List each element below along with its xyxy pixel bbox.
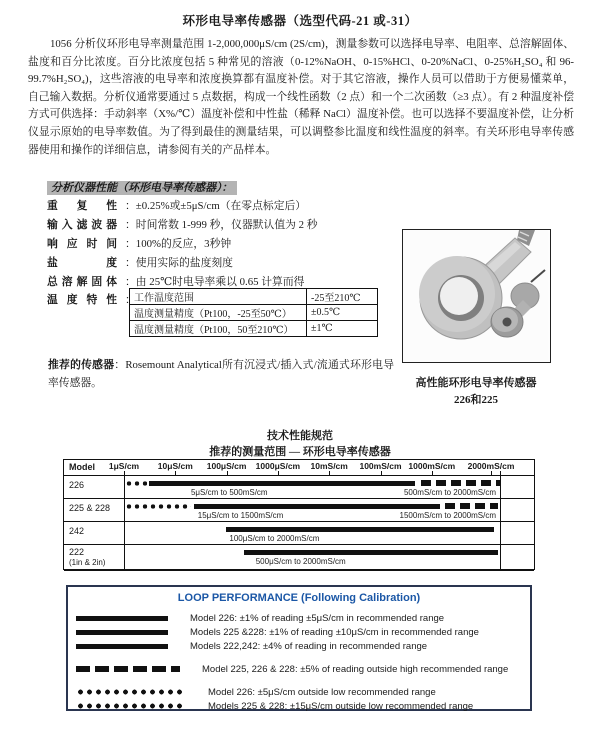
chart-model-header: Model: [69, 462, 95, 472]
chart-row: [64, 476, 534, 499]
legend-row: [76, 625, 530, 639]
temp-value-cell: ±1℃: [307, 321, 378, 337]
recommended-sensors: [48, 356, 394, 392]
legend-text: Models 222,242: ±4% of reading in recommended range: [190, 640, 428, 652]
temp-item-cell: 温度测量精度（Pt100，-25至50℃）: [130, 305, 307, 321]
legend-text: Models 225 & 228: ±15μS/cm outside low recommended range: [208, 700, 474, 712]
spec-value: ：: [125, 294, 136, 307]
chart-model-label: 225 & 228: [69, 503, 111, 513]
chart-scale-tick: [329, 471, 330, 475]
spec-value: ：时间常数 1-999 秒，仪器默认值为 2 秒: [125, 218, 318, 231]
chart-subtitle: 推荐的测量范围 — 环形电导率传感器: [209, 446, 391, 458]
spec-row: [47, 235, 399, 254]
legend-row: [76, 639, 530, 653]
chart-row: [64, 522, 534, 545]
photo-caption-line2: 226和225: [454, 394, 498, 406]
chart-row: [64, 499, 534, 522]
photo-caption-line1: 高性能环形电导率传感器: [415, 377, 537, 389]
chart-scale-label: 100mS/cm: [359, 461, 402, 471]
spec-row: [47, 197, 399, 216]
chart-scale-tick: [381, 471, 382, 475]
chart-scale-tick: [278, 471, 279, 475]
legend-text: Models 225 &228: ±1% of reading ±10μS/cm in recommended range: [190, 626, 479, 638]
legend-marker-solid: [76, 630, 168, 635]
temperature-table: [129, 288, 378, 337]
spec-value: ：±0.25%或±5μS/cm（在零点标定后）: [125, 200, 307, 212]
chart-title: 技术性能规范: [267, 430, 333, 442]
range-segment-solid: [226, 527, 494, 532]
legend-marker-solid: [76, 644, 168, 649]
legend-row: [76, 611, 530, 625]
legend-text: Model 225, 226 & 228: ±5% of reading outside high recommended range: [202, 663, 509, 675]
range-segment-solid: [244, 550, 498, 555]
legend-text: Model 226: ±5μS/cm outside low recommended range: [208, 686, 436, 698]
range-segment-dashed: [421, 480, 500, 486]
spec-label: 重 复 性: [47, 200, 117, 212]
legend-marker-dashed: [76, 666, 180, 672]
chart-scale-label: 10μS/cm: [157, 461, 193, 471]
legend-text: Model 226: ±1% of reading ±5μS/cm in recommended range: [190, 612, 445, 624]
spec-label: 输入滤波器: [47, 218, 117, 231]
range-label-right: 500mS/cm to 2000mS/cm: [403, 488, 496, 497]
range-segment-dotted: [125, 480, 147, 487]
chart-scale-label: 100μS/cm: [206, 461, 247, 471]
chart-right-axis-line: [500, 471, 501, 569]
chart-scale-label: 1000μS/cm: [255, 461, 301, 471]
temp-table-row: [130, 321, 378, 337]
legend-row: [76, 699, 530, 713]
spec-label: 温度特性: [47, 294, 117, 307]
spec-label: 盐 度: [47, 256, 117, 269]
chart-model-label: 222 (1in & 2in): [69, 547, 106, 567]
spec-value: ：100%的反应，3秒钟: [125, 237, 232, 250]
chart-scale-tick: [175, 471, 176, 475]
range-segment-solid: [149, 481, 416, 486]
temp-table-row: [130, 289, 378, 305]
loop-legend: [68, 611, 530, 713]
range-segment-dotted: [125, 503, 191, 510]
range-segment-solid: [194, 504, 440, 509]
loop-performance-box: [66, 585, 532, 711]
chart-scale-tick: [227, 471, 228, 475]
temp-table-row: [130, 305, 378, 321]
spec-value: ：由 25℃时电导率乘以 0.65 计算而得: [125, 275, 305, 288]
chart-model-label: 242: [69, 526, 85, 536]
chart-left-axis-line: [124, 471, 125, 569]
performance-heading: 分析仪器性能（环形电导率传感器）：: [47, 181, 237, 195]
chart-scale-tick: [491, 471, 492, 475]
range-label: 100μS/cm to 2000mS/cm: [229, 534, 320, 543]
spec-label: 总溶解固体: [47, 275, 117, 288]
legend-marker-dotted: [76, 688, 186, 696]
chart-scale-label: 2000mS/cm: [467, 461, 515, 471]
chart-scale-label: 10mS/cm: [310, 461, 348, 471]
range-label-right: 1500mS/cm to 2000mS/cm: [399, 511, 496, 520]
sensor-photo: [402, 229, 551, 363]
spec-value: ：使用实际的盐度刻度: [125, 256, 233, 269]
temp-value-cell: ±0.5℃: [307, 305, 378, 321]
temp-item-cell: 工作温度范围: [130, 289, 307, 305]
chart-scale-tick: [432, 471, 433, 475]
spec-row: [47, 216, 399, 235]
legend-marker-solid: [76, 616, 168, 621]
toroidal-sensor-illustration: [403, 230, 548, 360]
chart-header-row: [64, 460, 534, 476]
range-chart: [63, 459, 535, 570]
chart-model-label: 226: [69, 480, 85, 490]
range-label: 15μS/cm to 1500mS/cm: [197, 511, 284, 520]
page-title: 环形电导率传感器（选型代码-21 或-31）: [182, 14, 418, 28]
range-label: 500μS/cm to 2000mS/cm: [255, 557, 346, 566]
chart-scale-label: 1μS/cm: [108, 461, 140, 471]
recommended-label: 推荐的传感器: [48, 359, 115, 371]
temp-value-cell: -25至210℃: [307, 289, 378, 305]
intro-paragraph: 1056 分析仪环形电导率测量范围 1-2,000,000μS/cm (2S/cm)，测量参数可以选择电导率、电阻率、总溶解固体、盐度和百分比浓度。百分比浓度包括 5 种常见的溶液（0-12%NaOH、0-15%HCl、0-20%NaCl、0-25%H₂SO₄ 和 96-99.7%H₂SO₄)，这些溶液的电导率和浓度换算都有温度补偿。对于其它溶液，操作人员可以借助于方便易懂菜单，自己输入数据。分析仪通常要通过 5 点数据，构成一个线性函数（2 点）和一个二次函数（≥3 点）。有 2 种温度补偿方式可供选择：手动斜率（X%/℃）温度补偿和中性盐（稀释 NaCl）温度补偿。也可以选择不要温度补偿，让分析仪显示原始的电导率数值。为了得到最佳的测量结果，可以调整参比温度和线性温度的斜率。有关环形电导率传感器使用和操作的详细信息，请参阅有关的产品样本。: [28, 38, 574, 156]
loop-performance-title: LOOP PERFORMANCE (Following Calibration): [177, 592, 421, 604]
chart-scale-label: 1000mS/cm: [408, 461, 456, 471]
legend-row: [76, 685, 530, 699]
legend-marker-dotted: [76, 702, 186, 710]
recommended-text: ：Rosemount Analytical所有沉浸式/插入式/流通式环形电导率传感器。: [48, 359, 395, 389]
range-segment-dashed: [445, 503, 498, 509]
legend-row: [76, 662, 530, 676]
spec-row: [47, 254, 399, 273]
range-label: 5μS/cm to 500mS/cm: [190, 488, 268, 497]
spec-label: 响应时间: [47, 237, 117, 250]
temp-item-cell: 温度测量精度（Pt100，50至210℃）: [130, 321, 307, 337]
chart-row: [64, 545, 534, 571]
